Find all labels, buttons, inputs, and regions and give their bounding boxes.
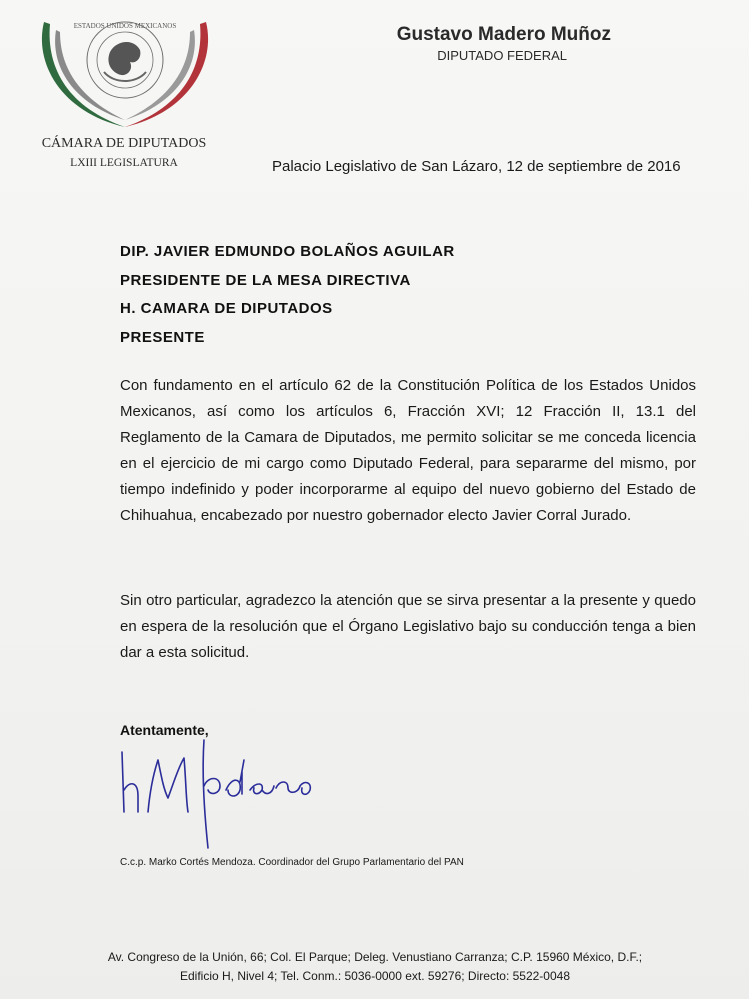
handwritten-signature-icon xyxy=(108,720,338,850)
addressee-line: PRESIDENTE DE LA MESA DIRECTIVA xyxy=(120,271,411,289)
camara-seal-logo xyxy=(30,12,220,132)
addressee-block xyxy=(120,238,455,352)
footer-line-2: Edificio H, Nivel 4; Tel. Conm.: 5036-0000 ext. 59276; Directo: 5522-0048 xyxy=(180,969,570,983)
seal-text: ESTADOS UNIDOS MEXICANOS xyxy=(73,22,177,30)
addressee-line: PRESENTE xyxy=(120,328,205,346)
institution-name: CÁMARA DE DIPUTADOS xyxy=(41,136,207,151)
footer-address xyxy=(60,948,690,986)
addressee-line: DIP. JAVIER EDMUNDO BOLAÑOS AGUILAR xyxy=(120,243,455,260)
body-paragraph-1: Con fundamento en el artículo 62 de la Constitución Política de los Estados Unidos Mexicanos, así como los artículos 6, Fracción XVI; 12 Fracción II, 13.1 del Reglamento de la Camara de Diputados, me permito solicitar se me conceda licencia en el ejercicio de mi cargo como Diputado Federal, para separarme del mismo, por tiempo indefinido y poder incorporarme al equipo del nuevo gobierno del Estado de Chihuahua, encabezado por nuestro gobernador electo Javier Corral Jurado. xyxy=(120,377,696,524)
footer-line-1: Av. Congreso de la Unión, 66; Col. El Parque; Deleg. Venustiano Carranza; C.P. 15960 México, D.F.; xyxy=(107,950,643,964)
body-paragraph-2: Sin otro particular, agradezco la atención que se sirva presentar a la presente y quedo en espera de la resolución que el Órgano Legislativo bajo su conducción tenga a bien dar a esta solicitud. xyxy=(120,592,696,661)
carbon-copy-line: C.c.p. Marko Cortés Mendoza. Coordinador del Grupo Parlamentario del PAN xyxy=(120,857,464,868)
legislature-label: LXIII LEGISLATURA xyxy=(70,157,178,169)
sender-title: DIPUTADO FEDERAL xyxy=(437,48,567,63)
sender-name: Gustavo Madero Muñoz xyxy=(396,24,611,45)
addressee-line: H. CAMARA DE DIPUTADOS xyxy=(120,300,333,317)
place-date: Palacio Legislativo de San Lázaro, 12 de septiembre de 2016 xyxy=(272,158,681,175)
closing: Atentamente, xyxy=(120,722,209,738)
